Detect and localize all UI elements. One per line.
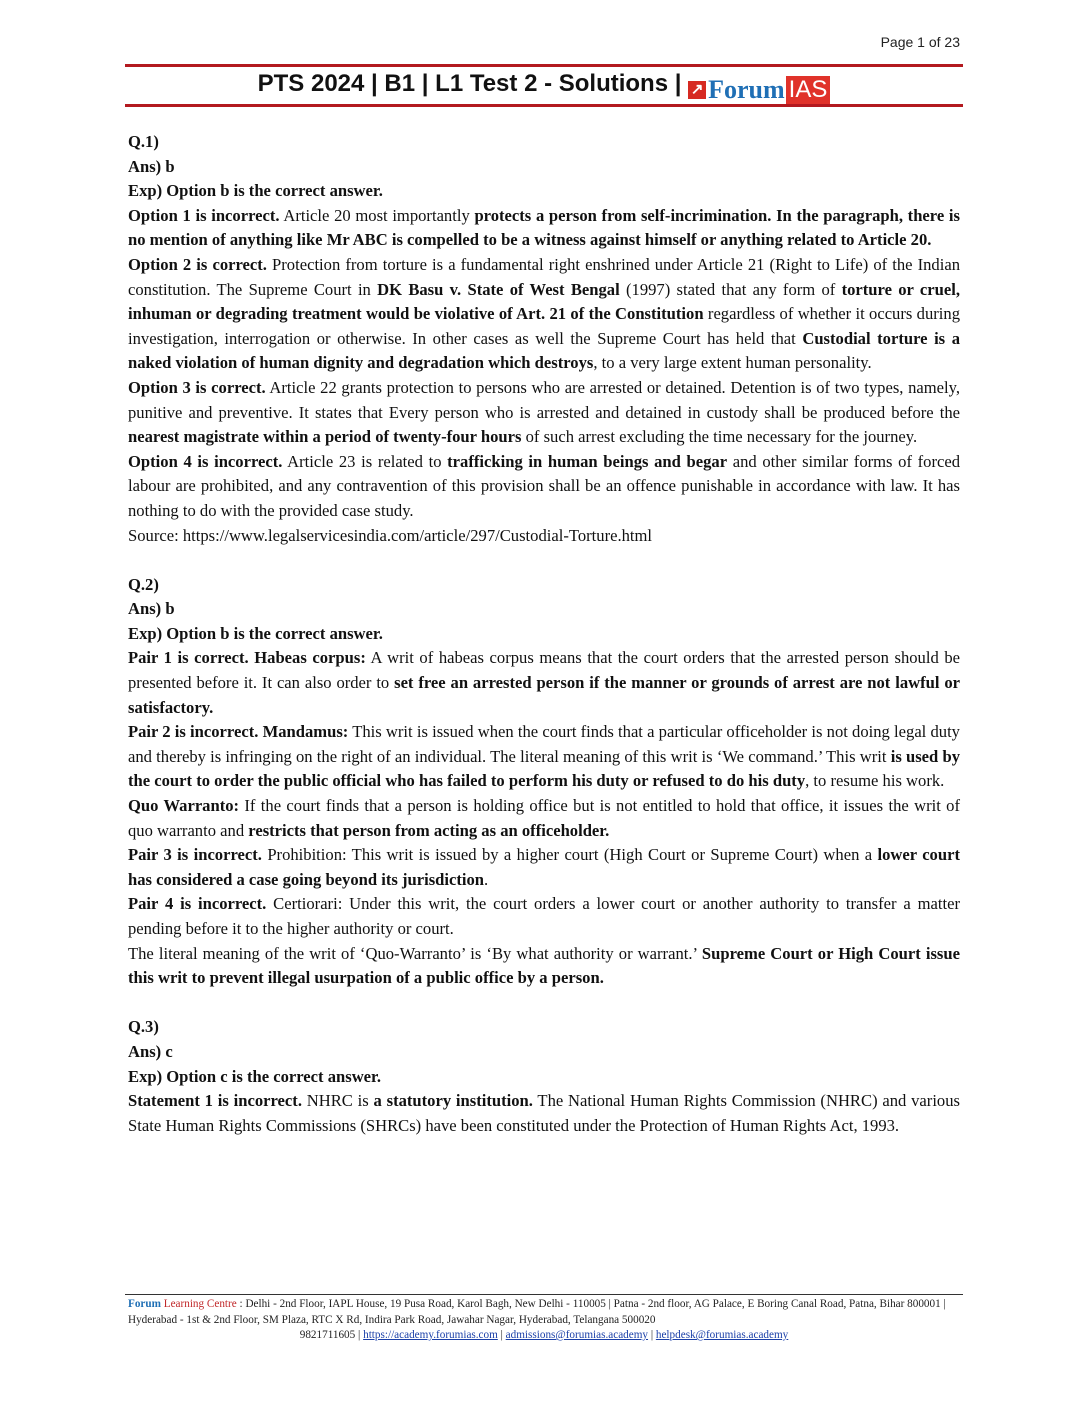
page-number: Page 1 of 23 bbox=[880, 34, 960, 50]
paragraph bbox=[128, 1040, 960, 1065]
text: This writ is issued when the court finds that a particular officeholder is not doing legal duty and thereby is infringing on the right of an individual. The literal meaning of this writ is ‘We command.’ This writ bbox=[128, 722, 960, 766]
paragraph bbox=[128, 892, 960, 941]
document-body bbox=[128, 130, 960, 1138]
bold-text: Pair 4 is incorrect. bbox=[128, 894, 267, 914]
paragraph bbox=[128, 1065, 960, 1090]
text: If the court finds that a person is holding office but is not entitled to hold that office, it issues the writ of quo warranto and bbox=[128, 796, 960, 840]
website-link[interactable]: https://academy.forumias.com bbox=[363, 1329, 498, 1341]
text: and other similar forms of forced labour are prohibited, and any contravention of this provision shall be an offence punishable in accordance with law. It has nothing to do with the provided case study. bbox=[128, 451, 960, 520]
bold-text: torture or cruel, inhuman or degrading treatment would be violative of Art. 21 of the Constitution bbox=[128, 279, 960, 324]
header-bottom-rule bbox=[125, 104, 963, 107]
bold-text: Exp) Option b is the correct answer. bbox=[128, 181, 383, 201]
forumias-logo bbox=[688, 75, 830, 105]
page-footer bbox=[128, 1297, 960, 1344]
paragraph bbox=[128, 622, 960, 647]
footer-colon: : bbox=[236, 1298, 246, 1310]
paragraph bbox=[128, 720, 960, 794]
bold-text: a statutory institution. bbox=[373, 1091, 533, 1111]
footer-phone: 9821711605 bbox=[299, 1329, 356, 1341]
bold-text: Exp) Option c is the correct answer. bbox=[128, 1066, 382, 1086]
bold-text: Ans) b bbox=[128, 599, 175, 619]
document-title: PTS 2024 | B1 | L1 Test 2 - Solutions | bbox=[257, 70, 682, 97]
text: Article 22 grants protection to persons who are arrested or detained. Detention is of two types, namely, punitive and preventive. It states that Every person who is arrested and detained in custody shall be produced before the bbox=[128, 377, 961, 422]
paragraph bbox=[128, 155, 960, 180]
bold-text: set free an arrested person if the manner or grounds of arrest are not lawful or satisfactory. bbox=[128, 673, 960, 717]
bold-text: nearest magistrate within a period of twenty-four hours bbox=[128, 427, 522, 447]
separator: | bbox=[355, 1329, 364, 1341]
text: Certiorari: Under this writ, the court orders a lower court or another authority to transfer a matter pending before it to the higher authority or court. bbox=[128, 894, 960, 938]
bold-text: Option 4 is incorrect. bbox=[128, 451, 283, 471]
bold-text: restricts that person from acting as an officeholder. bbox=[248, 820, 610, 840]
paragraph bbox=[128, 253, 960, 376]
text: Protection from torture is a fundamental right enshrined under Article 21 (Right to Life) of the Indian constitution. The Supreme Court in bbox=[128, 254, 960, 299]
bold-text: protects a person from self-incrimination. In the paragraph, there is no mention of anything like Mr ABC is compelled to be a witness against himself or anything related to Article 20. bbox=[128, 205, 960, 250]
text: , to resume his work. bbox=[805, 771, 945, 791]
separator: | bbox=[648, 1329, 656, 1341]
bold-text: Ans) b bbox=[128, 156, 175, 176]
bold-text: DK Basu v. State of West Bengal bbox=[377, 279, 620, 299]
document-header bbox=[125, 70, 963, 105]
bold-text: Option 2 is correct. bbox=[128, 254, 267, 274]
bold-text: trafficking in human beings and begar bbox=[447, 451, 728, 471]
logo-ias-text: IAS bbox=[786, 76, 831, 104]
paragraph bbox=[128, 179, 960, 204]
bold-text: Exp) Option b is the correct answer. bbox=[128, 623, 383, 643]
bold-text: Option 1 is incorrect. bbox=[128, 205, 280, 225]
footer-brand-forum: Forum bbox=[128, 1298, 161, 1310]
text: NHRC is bbox=[301, 1091, 374, 1111]
separator: | bbox=[497, 1329, 506, 1341]
text: regardless of whether it occurs during investigation, interrogation or otherwise. In other cases as well the Supreme Court has held that bbox=[128, 304, 961, 348]
text: of such arrest excluding the time necessary for the journey. bbox=[521, 427, 918, 447]
bold-text: Q.2) bbox=[128, 574, 159, 594]
paragraph bbox=[128, 843, 960, 892]
text: Prohibition: This writ is issued by a higher court (High Court or Supreme Court) when a bbox=[261, 845, 878, 865]
bold-text: is used by the court to order the public official who has failed to perform his duty or refused to do his duty bbox=[128, 746, 961, 791]
paragraph bbox=[128, 524, 960, 549]
paragraph bbox=[128, 597, 960, 622]
question-1 bbox=[128, 130, 960, 548]
bold-text: Q.3) bbox=[128, 1017, 159, 1037]
paragraph bbox=[128, 450, 960, 524]
helpdesk-email-link[interactable]: helpdesk@forumias.academy bbox=[655, 1329, 789, 1341]
text: Article 20 most importantly bbox=[279, 205, 475, 225]
header-top-rule bbox=[125, 64, 963, 67]
bold-text: Q.1) bbox=[128, 132, 159, 151]
bold-text: Custodial torture is a naked violation of human dignity and degradation which destroys bbox=[128, 328, 960, 373]
text: . bbox=[484, 869, 489, 889]
paragraph bbox=[128, 204, 960, 253]
question-2 bbox=[128, 573, 960, 991]
logo-forum-text: Forum bbox=[708, 75, 785, 104]
bold-text: Option 3 is correct. bbox=[128, 377, 266, 397]
question-3 bbox=[128, 1015, 960, 1138]
bold-text: Ans) c bbox=[128, 1041, 173, 1061]
bold-text: lower court has considered a case going beyond its jurisdiction bbox=[128, 845, 960, 889]
section-gap bbox=[128, 548, 960, 573]
paragraph bbox=[128, 130, 960, 155]
bold-text: Statement 1 is incorrect. bbox=[128, 1091, 302, 1111]
text: Article 23 is related to bbox=[282, 451, 448, 471]
section-gap bbox=[128, 991, 960, 1016]
footer-rule bbox=[125, 1294, 963, 1295]
paragraph bbox=[128, 376, 960, 450]
text: Source: https://www.legalservicesindia.com/article/297/Custodial-Torture.html bbox=[128, 525, 653, 545]
text: The literal meaning of the writ of ‘Quo-Warranto’ is ‘By what authority or warrant.’ bbox=[128, 943, 702, 963]
footer-address: Delhi - 2nd Floor, IAPL House, 19 Pusa Road, Karol Bagh, New Delhi - 110005 | Patna - 2nd floor, AG Palace, E Boring Canal Road, Patna, Bihar 800001 | Hyderabad - 1st & 2nd Floor, SM Plaza, RTC X Rd, Indira Park Road, Jawahar Nagar, Hyderabad, Telangana 500020 bbox=[128, 1298, 946, 1326]
bold-text: Pair 2 is incorrect. Mandamus: bbox=[128, 722, 349, 742]
paragraph bbox=[128, 942, 960, 991]
footer-brand-rest: Learning Centre bbox=[160, 1298, 237, 1310]
logo-arrow-icon: ↗ bbox=[688, 81, 706, 99]
text: A writ of habeas corpus means that the court orders that the arrested person should be presented before it. It can also order to bbox=[128, 648, 960, 693]
paragraph bbox=[128, 1089, 960, 1138]
text: (1997) stated that any form of bbox=[619, 279, 842, 299]
text: , to a very large extent human personality. bbox=[593, 353, 872, 373]
paragraph bbox=[128, 794, 960, 843]
bold-text: Pair 1 is correct. Habeas corpus: bbox=[128, 648, 366, 668]
bold-text: Quo Warranto: bbox=[128, 796, 240, 816]
bold-text: Supreme Court or High Court issue this writ to prevent illegal usurpation of a public office by a person. bbox=[128, 943, 960, 988]
paragraph bbox=[128, 646, 960, 720]
admissions-email-link[interactable]: admissions@forumias.academy bbox=[505, 1329, 649, 1341]
paragraph bbox=[128, 1015, 960, 1040]
bold-text: Pair 3 is incorrect. bbox=[128, 845, 262, 865]
paragraph bbox=[128, 573, 960, 598]
text: The National Human Rights Commission (NHRC) and various State Human Rights Commissions (SHRCs) have been constituted under the Protection of Human Rights Act, 1993. bbox=[128, 1091, 960, 1135]
